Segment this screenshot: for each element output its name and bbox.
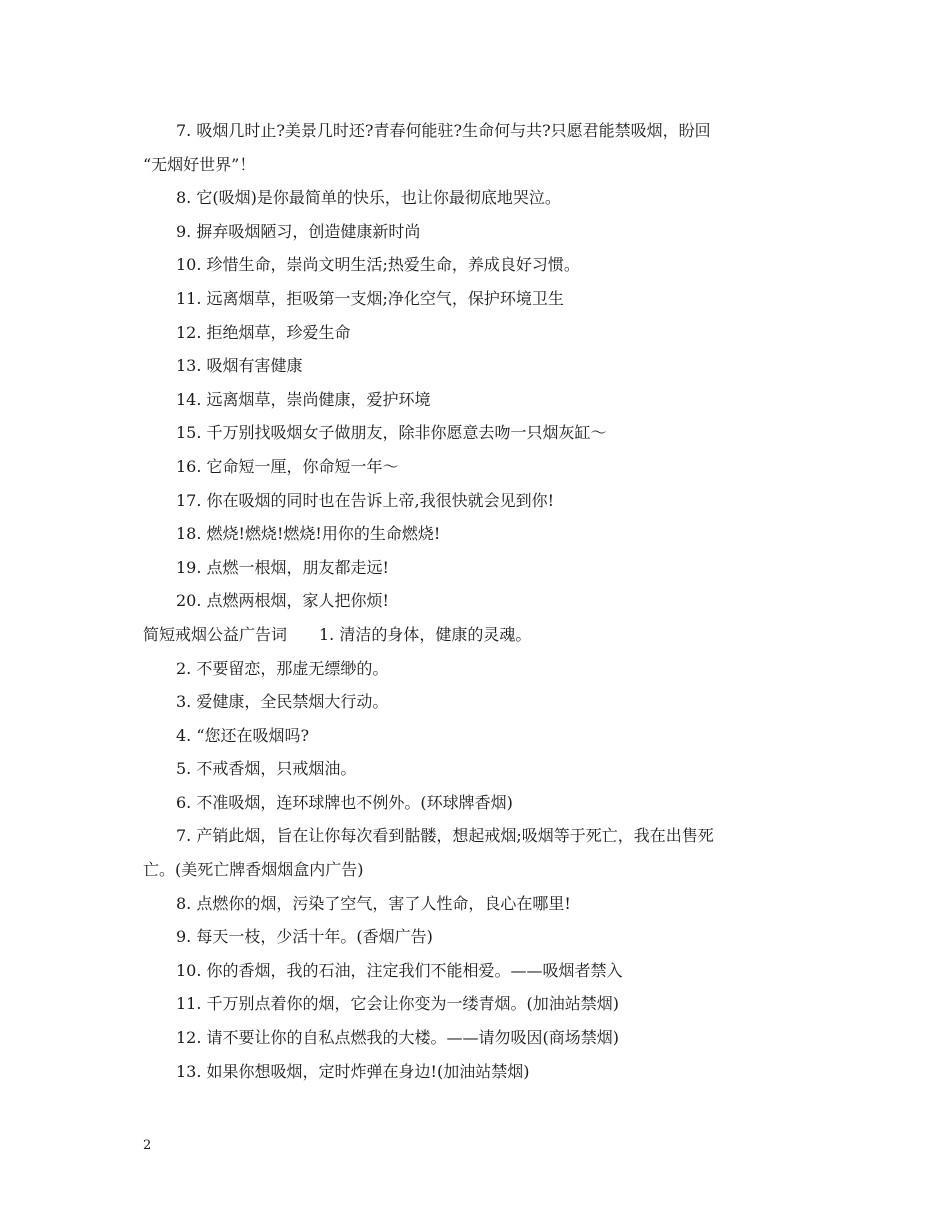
text-line: 简短戒烟公益广告词 1. 清洁的身体，健康的灵魂。 xyxy=(143,624,532,644)
text-line: 亡。(美死亡牌香烟烟盒内广告) xyxy=(143,860,364,880)
text-line: 4. “您还在吸烟吗? xyxy=(176,725,310,745)
text-line: 12. 请不要让你的自私点燃我的大楼。——请勿吸因(商场禁烟) xyxy=(176,1028,620,1048)
text-line: 15. 千万别找吸烟女子做朋友，除非你愿意去吻一只烟灰缸～ xyxy=(176,423,607,443)
text-line: 8. 它(吸烟)是你最简单的快乐，也让你最彻底地哭泣。 xyxy=(176,188,561,208)
text-line: 11. 远离烟草，拒吸第一支烟;净化空气，保护环境卫生 xyxy=(176,288,564,308)
text-line: 7. 吸烟几时止?美景几时还?青春何能驻?生命何与共?只愿君能禁吸烟，盼回 xyxy=(176,121,711,140)
text-line: 7. 产销此烟，旨在让你每次看到骷髅，想起戒烟;吸烟等于死亡，我在出售死 xyxy=(176,826,714,846)
text-line: 3. 爱健康，全民禁烟大行动。 xyxy=(176,692,389,712)
document-body xyxy=(143,114,823,1088)
text-line: 9. 摒弃吸烟陋习，创造健康新时尚 xyxy=(176,221,421,241)
text-line: 6. 不准吸烟，连环球牌也不例外。(环球牌香烟) xyxy=(176,792,513,812)
text-line: 10. 珍惜生命，崇尚文明生活;热爱生命，养成良好习惯。 xyxy=(176,255,580,275)
text-line: 16. 它命短一厘，你命短一年～ xyxy=(176,456,399,476)
text-line: 11. 千万别点着你的烟，它会让你变为一缕青烟。(加油站禁烟) xyxy=(176,994,620,1014)
text-line: “无烟好世界”！ xyxy=(143,154,256,174)
text-line: 18. 燃烧!燃烧!燃烧!用你的生命燃烧! xyxy=(176,524,441,544)
text-line: 13. 吸烟有害健康 xyxy=(176,356,303,376)
text-line: 9. 每天一枝，少活十年。(香烟广告) xyxy=(176,927,433,947)
page-number: 2 xyxy=(143,1138,152,1153)
text-line: 12. 拒绝烟草，珍爱生命 xyxy=(176,322,351,342)
text-line: 8. 点燃你的烟，污染了空气，害了人性命，良心在哪里! xyxy=(176,893,571,913)
text-line: 10. 你的香烟，我的石油，注定我们不能相爱。——吸烟者禁入 xyxy=(176,960,623,980)
text-line: 20. 点燃两根烟，家人把你烦! xyxy=(176,591,389,611)
text-line: 14. 远离烟草，崇尚健康，爱护环境 xyxy=(176,389,431,409)
text-line: 17. 你在吸烟的同时也在告诉上帝,我很快就会见到你! xyxy=(176,490,555,510)
text-line: 19. 点燃一根烟，朋友都走远! xyxy=(176,557,389,577)
text-line: 13. 如果你想吸烟，定时炸弹在身边!(加油站禁烟) xyxy=(176,1061,530,1081)
text-line: 2. 不要留恋，那虚无缥缈的。 xyxy=(176,658,389,678)
text-line: 5. 不戒香烟，只戒烟油。 xyxy=(176,759,357,779)
